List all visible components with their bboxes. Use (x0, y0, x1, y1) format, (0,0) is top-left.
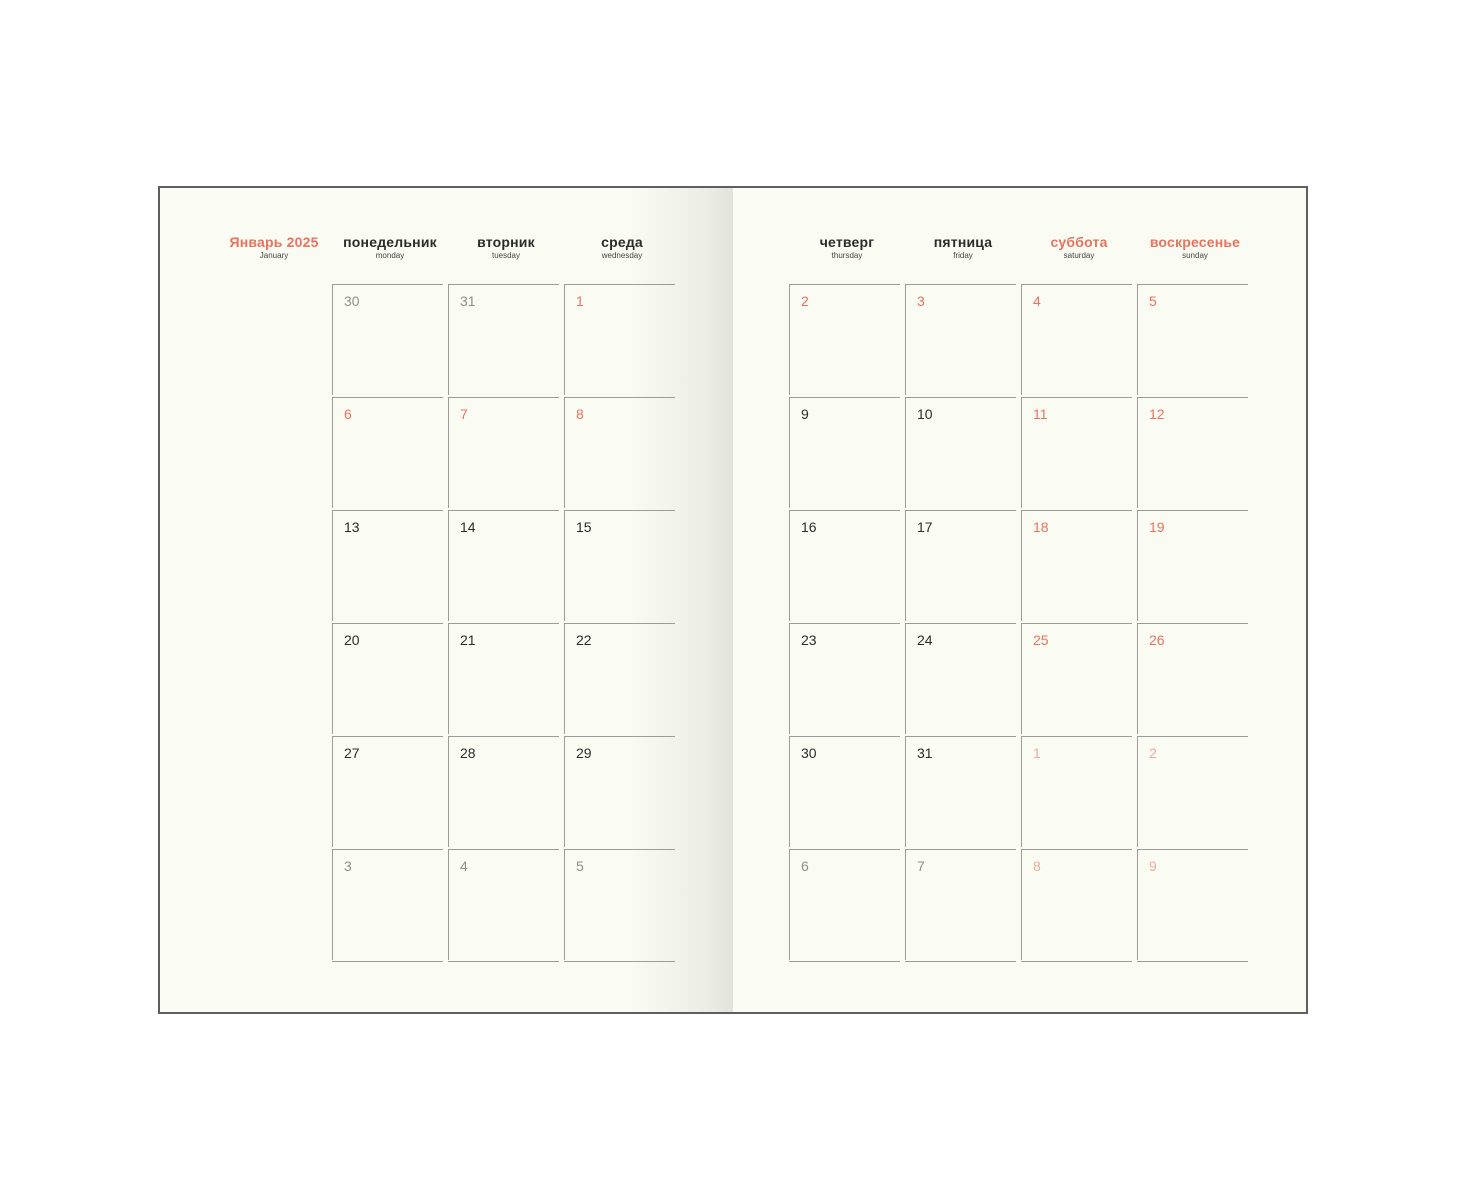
day-cell[interactable] (1021, 510, 1132, 621)
day-cell[interactable] (564, 284, 675, 395)
day-number: 8 (576, 406, 584, 422)
day-number: 7 (460, 406, 468, 422)
day-cell[interactable] (1137, 849, 1248, 960)
day-cell[interactable] (1021, 623, 1132, 734)
day-cell[interactable] (332, 284, 443, 395)
day-cell[interactable] (905, 849, 1016, 960)
day-cell[interactable] (905, 623, 1016, 734)
day-number: 21 (460, 632, 476, 648)
day-number: 15 (576, 519, 592, 535)
weekday-name-en: monday (375, 251, 405, 260)
day-number: 30 (801, 745, 817, 761)
day-cell[interactable] (1137, 736, 1248, 847)
day-number: 31 (917, 745, 933, 761)
day-cell[interactable] (564, 849, 675, 960)
weekday-name-en: thursday (831, 251, 863, 260)
weekday-name: понедельник (343, 234, 437, 250)
month-title: Январь 2025 (229, 234, 319, 250)
day-number: 17 (917, 519, 933, 535)
weekday-header-monday (332, 234, 448, 261)
day-number: 24 (917, 632, 933, 648)
weekday-header-sunday (1137, 234, 1253, 261)
weekday-name-en: sunday (1182, 251, 1208, 260)
day-cell[interactable] (789, 736, 900, 847)
day-number: 4 (1033, 293, 1041, 309)
grid-bottom-line (448, 961, 559, 962)
grid-bottom-line (789, 961, 900, 962)
day-cell[interactable] (905, 510, 1016, 621)
grid-bottom-line (564, 961, 675, 962)
weekday-header-wednesday (564, 234, 680, 261)
day-cell[interactable] (789, 849, 900, 960)
day-number: 10 (917, 406, 933, 422)
day-number: 16 (801, 519, 817, 535)
day-cell[interactable] (448, 510, 559, 621)
right-page (733, 188, 1306, 1012)
day-number: 9 (801, 406, 809, 422)
day-number: 23 (801, 632, 817, 648)
weekday-name-en: friday (953, 251, 973, 260)
day-cell[interactable] (1021, 849, 1132, 960)
weekday-header-saturday (1021, 234, 1137, 261)
grid-bottom-line (332, 961, 443, 962)
weekday-name-en: saturday (1063, 251, 1095, 260)
day-cell[interactable] (1021, 284, 1132, 395)
weekday-name: среда (601, 234, 643, 250)
day-cell[interactable] (905, 284, 1016, 395)
day-number: 26 (1149, 632, 1165, 648)
day-cell[interactable] (905, 397, 1016, 508)
weekday-name: четверг (819, 234, 875, 250)
day-number: 2 (1149, 745, 1157, 761)
weekday-header-thursday (789, 234, 905, 261)
day-number: 5 (1149, 293, 1157, 309)
day-cell[interactable] (332, 849, 443, 960)
day-cell[interactable] (564, 397, 675, 508)
day-number: 11 (1033, 406, 1048, 422)
day-cell[interactable] (1021, 397, 1132, 508)
day-number: 2 (801, 293, 809, 309)
day-cell[interactable] (448, 397, 559, 508)
weekday-name-en: tuesday (491, 251, 521, 260)
day-cell[interactable] (1137, 397, 1248, 508)
left-page (160, 188, 733, 1012)
day-cell[interactable] (1021, 736, 1132, 847)
day-cell[interactable] (448, 284, 559, 395)
day-number: 12 (1149, 406, 1165, 422)
day-number: 3 (917, 293, 925, 309)
day-number: 31 (460, 293, 476, 309)
day-number: 22 (576, 632, 592, 648)
day-cell[interactable] (564, 623, 675, 734)
weekday-header-friday (905, 234, 1021, 261)
month-header (216, 234, 332, 261)
weekday-name-en: wednesday (601, 251, 643, 260)
weekday-name: суббота (1050, 234, 1108, 250)
day-cell[interactable] (905, 736, 1016, 847)
weekday-name: воскресенье (1149, 234, 1241, 250)
day-number: 3 (344, 858, 352, 874)
day-number: 13 (344, 519, 360, 535)
day-cell[interactable] (448, 736, 559, 847)
weekday-header-tuesday (448, 234, 564, 261)
day-number: 27 (344, 745, 360, 761)
day-cell[interactable] (332, 623, 443, 734)
day-cell[interactable] (448, 849, 559, 960)
day-number: 4 (460, 858, 468, 874)
day-cell[interactable] (789, 510, 900, 621)
day-number: 20 (344, 632, 360, 648)
month-subtitle: January (259, 251, 289, 260)
day-cell[interactable] (332, 397, 443, 508)
weekday-name: пятница (933, 234, 993, 250)
day-number: 6 (344, 406, 352, 422)
day-cell[interactable] (789, 397, 900, 508)
day-cell[interactable] (1137, 623, 1248, 734)
day-number: 1 (1033, 745, 1041, 761)
day-number: 14 (460, 519, 476, 535)
day-cell[interactable] (448, 623, 559, 734)
day-cell[interactable] (332, 510, 443, 621)
grid-bottom-line (905, 961, 1016, 962)
day-number: 7 (917, 858, 925, 874)
day-number: 8 (1033, 858, 1041, 874)
day-cell[interactable] (1137, 284, 1248, 395)
day-cell[interactable] (332, 736, 443, 847)
day-number: 19 (1149, 519, 1165, 535)
day-cell[interactable] (564, 510, 675, 621)
day-cell[interactable] (789, 623, 900, 734)
day-cell[interactable] (1137, 510, 1248, 621)
day-cell[interactable] (789, 284, 900, 395)
day-number: 25 (1033, 632, 1049, 648)
day-cell[interactable] (564, 736, 675, 847)
day-number: 6 (801, 858, 809, 874)
day-number: 1 (576, 293, 584, 309)
weekday-name: вторник (477, 234, 535, 250)
grid-bottom-line (1137, 961, 1248, 962)
planner-spread (158, 186, 1308, 1014)
day-number: 28 (460, 745, 476, 761)
day-number: 9 (1149, 858, 1157, 874)
day-number: 18 (1033, 519, 1049, 535)
grid-bottom-line (1021, 961, 1132, 962)
day-number: 29 (576, 745, 592, 761)
day-number: 30 (344, 293, 360, 309)
day-number: 5 (576, 858, 584, 874)
